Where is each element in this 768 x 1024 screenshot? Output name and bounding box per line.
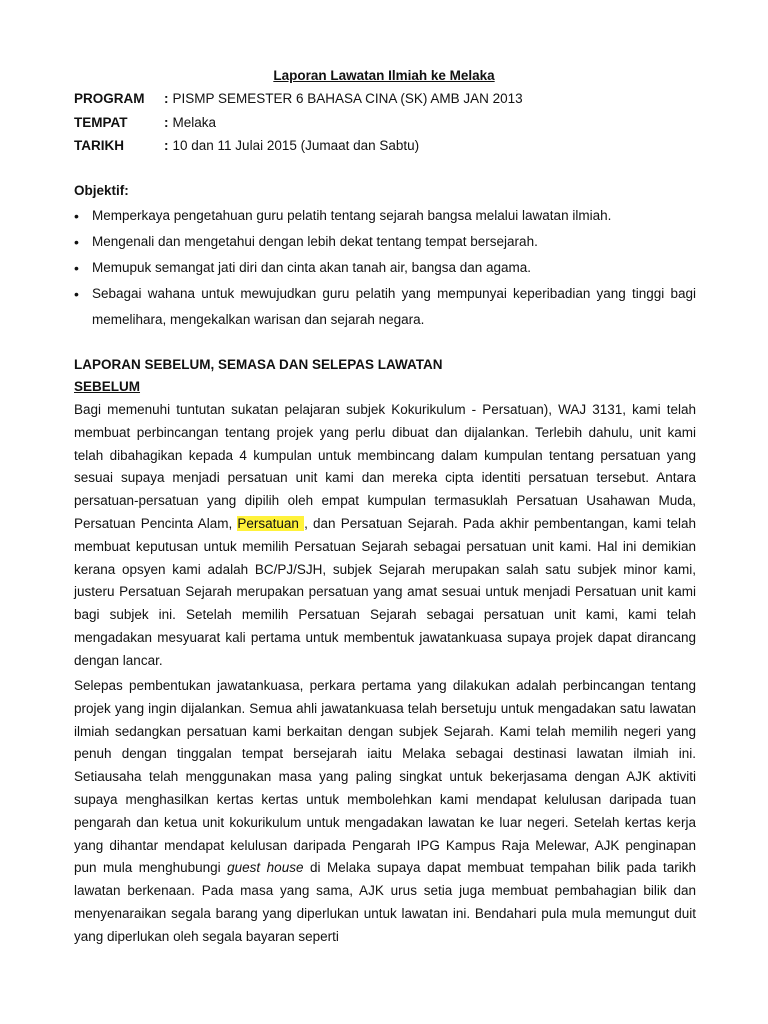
meta-label: PROGRAM xyxy=(74,91,145,106)
meta-colon: : xyxy=(164,91,169,106)
meta-colon: : xyxy=(164,115,169,130)
highlighted-text: Persatuan xyxy=(237,515,305,531)
paragraph-text: di Melaka supaya dapat membuat tempahan bilik pada tarikh lawatan berkenaan. Pada masa yang sama, AJK urus setia juga membuat pembahagian bilik dan menyenaraikan segala barang yang diperlukan untuk lawatan ini. Bendahari pula mula memungut duit yang diperlukan oleh segala bayaran seperti xyxy=(74,860,697,944)
meta-colon: : xyxy=(164,138,169,153)
list-item: • Sebagai wahana untuk mewujudkan guru pelatih yang mempunyai keperibadian yang tinggi bagi memelihara, mengekalkan warisan dan sejarah negara. xyxy=(74,281,696,333)
paragraph-text: Bagi memenuhi tuntutan sukatan pelajaran subjek Kokurikulum - Persatuan), WAJ 3131, kami telah membuat perbincangan tentang projek yang perlu dibuat dan dijalankan. Terlebih dahulu, unit kami telah dibahagikan kepada 4 kumpulan untuk membincang dalam kumpulan tentang persatuan yang sesuai supaya menjadi persatuan unit kami dan mereka cipta identiti persatuan tersebut. Antara persatuan-persatuan yang dipilih oleh empat kumpulan termasuklah Persatuan Usahawan Muda, Persatuan Pencinta Alam, xyxy=(74,402,696,531)
list-item: • Memperkaya pengetahuan guru pelatih tentang sejarah bangsa melalui lawatan ilmiah. xyxy=(74,203,696,229)
list-item: • Mengenali dan mengetahui dengan lebih dekat tentang tempat bersejarah. xyxy=(74,229,696,255)
paragraph-text: Selepas pembentukan jawatankuasa, perkara pertama yang dilakukan adalah perbincangan tentang projek yang ingin dijalankan. Semua ahli jawatankuasa telah bersetuju untuk mengadakan satu lawatan ilmiah sedangkan persatuan kami berkaitan dengan subjek Sejarah. Kami telah memilih negeri yang penuh dengan tinggalan tempat bersejarah iaitu Melaka sebagai destinasi lawatan ilmiah ini. Setiausaha telah menggunakan masa yang paling singkat untuk bekerjasama dengan AJK aktiviti supaya menghasilkan kertas kertas untuk membolehkan kami mendapat kelulusan daripada tuan pengarah dan ketua unit kokurikulum untuk mengadakan lawatan ke luar negeri. Setelah kertas kerja yang dihantar mendapat kelulusan daripada Pengarah IPG Kampus Raja Melewar, AJK penginapan pun mula menghubungi xyxy=(74,678,696,876)
meta-value: 10 dan 11 Julai 2015 (Jumaat dan Sabtu) xyxy=(172,138,420,153)
sebelum-heading: SEBELUM xyxy=(74,379,141,394)
meta-label: TARIKH xyxy=(74,138,124,153)
meta-program xyxy=(74,90,523,108)
meta-value: PISMP SEMESTER 6 BAHASA CINA (SK) AMB JAN 2013 xyxy=(172,91,523,106)
paragraph-selepas xyxy=(74,675,696,949)
paragraph-text: , dan Persatuan Sejarah. Pada akhir pembentangan, kami telah membuat keputusan untuk memilih Persatuan Sejarah sebagai persatuan unit kami. Hal ini demikian kerana opsyen kami adalah BC/PJ/SJH, subjek Sejarah merupakan salah satu subjek minor kami, justeru Persatuan Sejarah merupakan persatuan yang amat sesuai untuk menjadi Persatuan unit kami bagi subjek ini. Setelah memilih Persatuan Sejarah sebagai persatuan unit kami, kami telah mengadakan mesyuarat kali pertama untuk membentuk jawatankuasa supaya projek dapat dirancang dengan lancar. xyxy=(74,515,696,668)
paragraph-sebelum xyxy=(74,399,696,673)
meta-label: TEMPAT xyxy=(74,115,128,130)
meta-tarikh xyxy=(74,137,419,155)
meta-value: Melaka xyxy=(172,115,217,130)
laporan-heading: LAPORAN SEBELUM, SEMASA DAN SELEPAS LAWATAN xyxy=(74,357,443,372)
list-item: • Memupuk semangat jati diri dan cinta akan tanah air, bangsa dan agama. xyxy=(74,255,696,281)
document-title: Laporan Lawatan Ilmiah ke Melaka xyxy=(273,68,495,83)
meta-tempat xyxy=(74,114,216,132)
objektif-heading: Objektif: xyxy=(74,183,129,198)
italic-text: guest house xyxy=(227,860,304,876)
objektif-list xyxy=(74,203,696,333)
